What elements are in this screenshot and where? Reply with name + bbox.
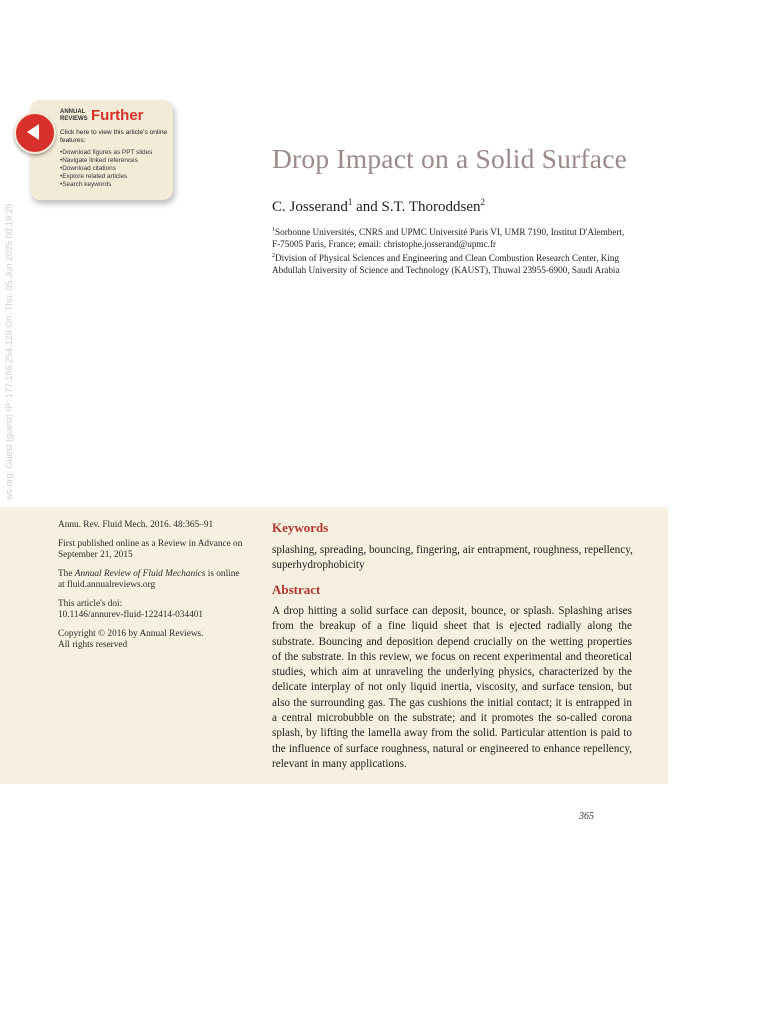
download-watermark: ws.org. Guest (guest) IP: 177.106.254.128 On: Thu, 05 Jun 2025 00:19:29 (4, 203, 14, 500)
online-pre: The (58, 568, 75, 579)
further-arrow-icon[interactable] (14, 112, 56, 154)
keywords-heading: Keywords (272, 520, 329, 535)
published-date: First published online as a Review in Advance on September 21, 2015 (58, 538, 243, 560)
further-badge[interactable] (30, 100, 173, 200)
rights: All rights reserved (58, 640, 128, 650)
author-2-sup: 2 (480, 197, 486, 207)
further-intro: Click here to view this article's online features: (60, 129, 168, 144)
author-1: C. Josserand (272, 199, 348, 215)
publication-meta (58, 520, 248, 659)
citation: Annu. Rev. Fluid Mech. 2016. 48:365–91 (58, 520, 214, 530)
author-1-sup: 1 (347, 197, 353, 207)
doi-label: This article's doi: (58, 598, 123, 609)
online-note (58, 569, 248, 592)
doi-block (58, 599, 248, 622)
keywords-text: splashing, spreading, bouncing, fingering, air entrapment, roughness, repellency, superhydrophobicity (272, 544, 633, 572)
affiliation-2-text: Division of Physical Sciences and Engineering and Clean Combustion Research Center, King Abdullah University of Science and Technology (KAUST), Thuwal 23955-6900, Saudi Arabia (272, 253, 620, 276)
further-item-keywords[interactable]: • Search keywords (60, 181, 152, 189)
abstract-text: A drop hitting a solid surface can deposit, bounce, or splash. Splashing arises from the breakup of a fine liquid sheet that is ejected radially along the substrate. Bouncing and deposition depend crucially on the wetting properties of the substrate. In this review, we focus on recent experimental and theoretical studies, which aim at unraveling the underlying physics, characterized by the delicate interplay of not only liquid inertia, viscosity, and surface tension, but also the surrounding gas. The gas cushions the initial contact; it is entrapped in a central microbubble on the substrate; and it promotes the so-called corona splash, by lifting the lamella away from the solid. Particular attention is paid to the influence of surface roughness, natural or engineered to enhance repellency, relevant in many applications. (272, 605, 632, 770)
online-post: is online at fluid.annualreviews.org (58, 568, 240, 590)
abstract-heading: Abstract (272, 582, 321, 597)
further-item-ppt[interactable]: • Download figures as PPT slides (60, 149, 152, 157)
further-item-citations[interactable]: • Download citations (60, 165, 152, 173)
further-item-related[interactable]: • Explore related articles (60, 173, 152, 181)
article-title: Drop Impact on a Solid Surface (272, 143, 628, 174)
affiliation-1-sup: 1 (272, 227, 275, 233)
doi-value[interactable]: 10.1146/annurev-fluid-122414-034401 (58, 610, 204, 620)
affiliation-2-sup: 2 (272, 253, 275, 259)
author-2: S.T. Thoroddsen (381, 199, 481, 215)
author-and: and (352, 199, 382, 215)
affiliation-2 (272, 250, 632, 276)
journal-name: Annual Review of Fluid Mechanics (74, 568, 206, 579)
copyright-block (58, 629, 248, 652)
affiliation-1-text: Sorbonne Universités, CNRS and UPMC Université Paris VI, UMR 7190, Institut D'Alembert, F-75005 Paris, France; email: christophe.josserand@upmc.fr (272, 227, 625, 250)
further-title: Further (91, 107, 144, 124)
author-line (272, 197, 485, 216)
affiliation-1 (272, 224, 632, 250)
further-list (60, 149, 152, 189)
further-item-references[interactable]: • Navigate linked references (60, 157, 152, 165)
annual-reviews-logo-text: ANNUAL REVIEWS (60, 109, 88, 122)
copyright: Copyright © 2016 by Annual Reviews. (58, 628, 204, 639)
page-number: 365 (579, 811, 594, 822)
